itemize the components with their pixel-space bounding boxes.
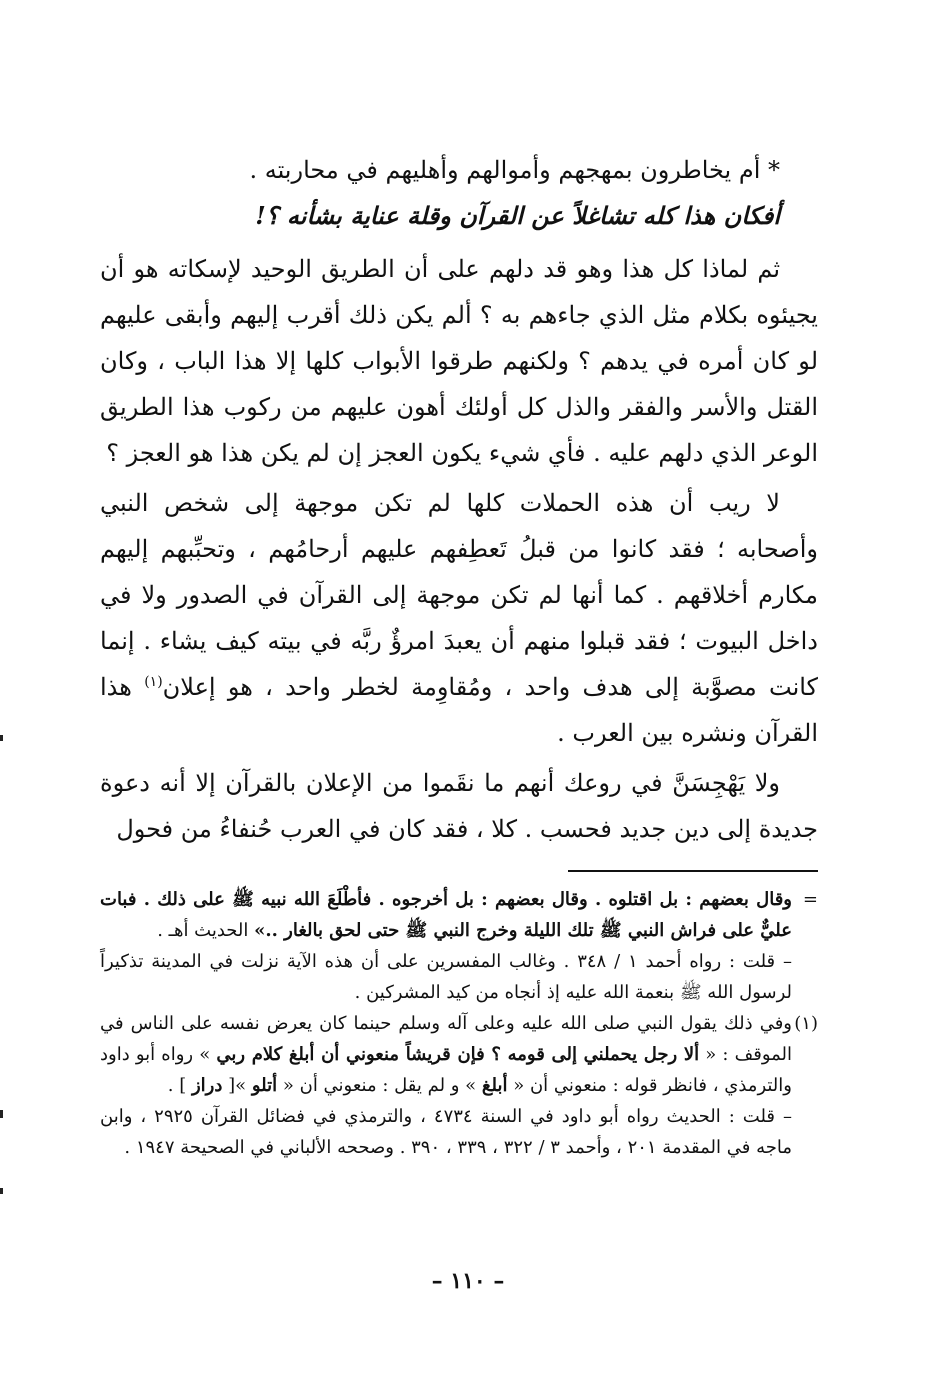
footnotes xyxy=(100,884,818,1163)
footnote-continued-plain: الحديث أهـ . xyxy=(157,920,255,941)
footnote-1-text-c: » و لم يقل : منعوني أن « xyxy=(277,1075,482,1096)
footnote-continued-note: – قلت : رواه أحمد ١ / ٣٤٨ . وغالب المفسرين على أن هذه الآية نزلت في المدينة تذكيراً لرسول الله ﷺ بنعمة الله عليه إذ أنجاه من كيد المشركين . xyxy=(100,951,792,1003)
paragraph-3: ولا يَهْجِسَنَّ في روعك أنهم ما نقَموا من الإعلان بالقرآن إلا أنه دعوة جديدة إلى دين جديد فحسب . كلا ، فقد كان في العرب حُنفاءُ من فحول xyxy=(100,769,818,843)
footnote-1-text-a: وفي ذلك يقول النبي صلى الله عليه وعلى آله وسلم حينما كان يعرض نفسه على الناس في الموقف : « xyxy=(100,1013,793,1065)
paragraph-2-tail: هذا القرآن ونشره بين العرب . xyxy=(100,673,818,747)
section-heading: أفكان هذا كله تشاغلاً عن القرآن وقلة عناية بشأنه ؟! xyxy=(255,201,780,230)
footnote-continued-marker: = xyxy=(802,889,818,910)
scan-edge-mark-2 xyxy=(0,1110,3,1118)
bullet-line: * أم يخاطرون بمهجهم وأموالهم وأهليهم في محاربته . xyxy=(249,156,780,184)
footnote-1 xyxy=(100,1008,818,1163)
page-number: – ١١٠ – xyxy=(431,1268,505,1294)
footnote-1-marker: (١) xyxy=(794,1013,818,1034)
paragraph-2-text: لا ريب أن هذه الحملات كلها لم تكن موجهة إلى شخص النبي وأصحابه ؛ فقد كانوا من قبلُ تَعطِفهم عليهم أرحامُهم ، وتحبِّبهم إليهم مكارم أخلاقهم . كما أنها لم تكن موجهة إلى القرآن في الصدور ولا في داخل البيوت ؛ فقد قبلوا منهم أن يعبدَ امرؤٌ ربَّه في بيته كيف يشاء . إنما كانت مصوَّبة إلى هدف واحد ، ومُقاوِمة لخطر واحد ، هو إعلان xyxy=(100,489,818,701)
page-body xyxy=(100,150,818,1163)
footnote-1-text-e: ] . xyxy=(167,1075,192,1096)
paragraph-1: ثم لماذا كل هذا وهو قد دلهم على أن الطريق الوحيد لإسكاته هو أن يجيئوه بكلام مثل الذي جاءهم به ؟ ألم يكن ذلك أقرب إليهم وأبقى عليهم لو كان أمره في يدهم ؟ ولكنهم طرقوا الأبواب كلها إلا هذا الباب ، وكان القتل والأسر والفقر والذل كل أولئك أهون عليهم من ركوب هذا الطريق الوعر الذي دلهم عليه . فأي شيء يكون العجز إن لم يكن هذا هو العجز ؟ xyxy=(100,255,819,467)
footnote-1-text-d: »[ xyxy=(222,1075,252,1096)
scan-edge-mark-3 xyxy=(0,1188,3,1194)
footnote-continued-text xyxy=(100,884,792,946)
footnote-1-note: – قلت : الحديث رواه أبو داود في السنة ٤٧٣٤ ، والترمذي في فضائل القرآن ٢٩٢٥ ، وابن ماجه في المقدمة ٢٠١ ، وأحمد ٣ / ٣٢٢ ، ٣٣٩ ، ٣٩٠ . وصححه الألباني في الصحيحة ١٩٤٧ . xyxy=(100,1106,792,1158)
footnote-1-hadith: ألا رجل يحملني إلى قومه ؟ فإن قريشاً منعوني أن أبلغ كلام ربي xyxy=(216,1044,700,1065)
footnote-1-source: دراز xyxy=(191,1075,223,1096)
footnote-1-word-atlu: أتلو xyxy=(251,1075,278,1096)
paragraph-2 xyxy=(100,480,818,756)
footnote-continued xyxy=(100,884,818,1008)
footnote-separator xyxy=(568,870,818,872)
footnote-1-text xyxy=(100,1008,792,1101)
scan-edge-mark-1 xyxy=(0,735,3,741)
footnote-ref-1: (١) xyxy=(144,674,163,690)
footnote-continued-bold: وقال بعضهم : بل اقتلوه . وقال بعضهم : بل أخرجوه . فأطْلَعَ الله نبيه ﷺ على ذلك . فبات عليٌّ على فراش النبي ﷺ تلك الليلة وخرج النبي ﷺ حتى لحق بالغار ..» xyxy=(100,889,792,941)
footnote-1-text-b: » رواه أبو داود والترمذي ، فانظر قوله : منعوني أن « xyxy=(100,1044,792,1096)
footnote-1-word-ablugh: أبلغ xyxy=(481,1075,508,1096)
